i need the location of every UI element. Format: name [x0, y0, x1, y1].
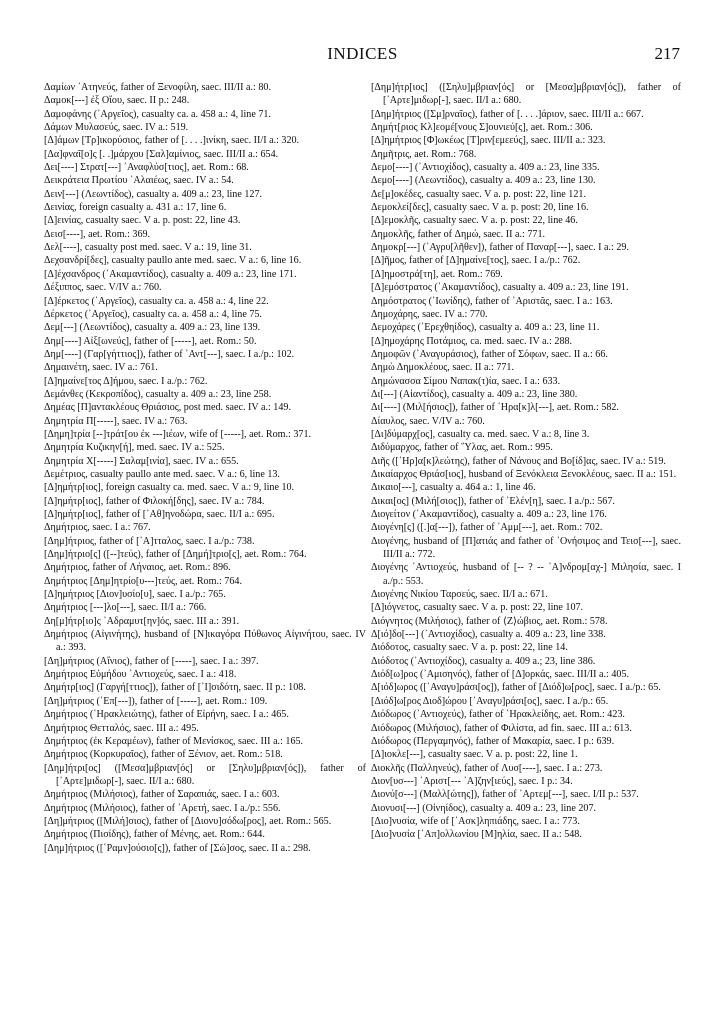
index-entry: Δημήτριος (῾Ηρακλειώτης), father of Εἰρήνη, saec. I a.: 465.	[44, 709, 289, 721]
index-entry: [Δ]άμων [Τρ]ικορύσιος, father of [. . . .]ινίκη, saec. II/I a.: 320.	[44, 135, 300, 147]
index-entry: Διογένης ᾽Αντιοχεύς, husband of [-- ? -- ᾽Α]νδρομ[αχ-] Μιλησία, saec. I a./p.: 553.	[371, 562, 681, 587]
index-entry: [Δημ]ήτριος ([Σμ]ρναῖος), father of [. . . .]άριον, saec. III/II a.: 667.	[371, 108, 644, 120]
index-entry: Δημήτρ[ιος] (Γαργή[ττιος]), father of [᾽Ι]σιδότη, saec. II p.: 108.	[44, 682, 306, 694]
index-entry: [Δ]εμόστρατος (᾽Ακαμαντίδος), casualty a. 409 a.: 23, line 191.	[371, 282, 629, 294]
index-entry: Δεμο[----] (Λεωντίδος), casualty a. 409 a.: 23, line 130.	[371, 175, 596, 187]
index-entry: [Δη]μήτριος ([Μιλή]σιος), father of [Διονυ]σόδω[ρος], aet. Rom.: 565.	[44, 815, 332, 827]
index-entry: Δεμοκλεί[δες], casualty saec. V a. p. post: 20, line 16.	[371, 202, 589, 214]
index-entry: [Δημη]τρία [--]τράτ[ου ἐκ ---]ιέων, wife of [-----], aet. Rom.: 371.	[44, 428, 312, 440]
index-entry: Διοκλῆς (Παλληνεύς), father of Λυσ[----], saec. I a.: 273.	[371, 762, 603, 774]
index-entry: [Δ]εμοκλῆς, casualty saec. V a. p. post: 22, line 46.	[371, 215, 578, 227]
index-entry: [Δ]έρκετος (᾽Αργεῖος), casualty ca. a. 458 a.: 4, line 22.	[44, 295, 269, 307]
index-entry: Δημώνασσα Σίμου Ναπακ(τ)ία, saec. I a.: 633.	[371, 375, 561, 387]
index-entry: [Δ]ημήτριος [Φ]ωκέως [Τ]ριν[εμεεύς], saec. III/II a.: 323.	[371, 135, 606, 147]
index-entry: Διόγνητος (Μιλήσιος), father of ⟨Ζ⟩ώβιος, aet. Rom.: 578.	[371, 615, 608, 627]
index-entry: Διῆς ([῾Ηρ]α[κ]λεώτης), father of Νάνους and Βο[ίδ]ας, saec. IV a.: 519.	[371, 455, 666, 467]
index-entry: Δη[μ]ήτρ[ιο]ς ᾽Αδραμυτ[ην]ός, saec. III a.: 391.	[44, 615, 240, 627]
index-entry: Δημήτριος [---]λο[---], saec. II/I a.: 766.	[44, 602, 207, 614]
index-entry: [Δα]φναῖ[ο]ς [. .]μάρχου [Σαλ]αμίνιος, saec. III/II a.: 654.	[44, 148, 279, 160]
index-entry: [Δ]ιόγνετος, casualty saec. V a. p. post: 22, line 107.	[371, 602, 584, 614]
index-entry: Δεμέτριος, casualty paullo ante med. saec. V a.: 6, line 13.	[44, 468, 280, 480]
index-entry: Δεικράτεια Πρωτίου ᾽Αλαιέως, saec. IV a.: 54.	[44, 175, 234, 187]
index-entry: Δεμο[----] (᾽Αντιοχίδος), casualty a. 409 a.: 23, line 335.	[371, 162, 600, 174]
index-entry: Δημητρία Κυζικην[ή], med. saec. IV a.: 525.	[44, 442, 225, 454]
index-entry: Δίαυλος, saec. V/IV a.: 760.	[371, 415, 485, 427]
index-entry: [Δ]ημοστρά[τη], aet. Rom.: 769.	[371, 268, 503, 280]
index-entry: Δικαίαρχος Θριάσ[ιος], husband of Ξενόκλεια Ξενοκλέους, saec. II a.: 151.	[371, 468, 677, 480]
index-entry: Δεχσανδρί[δες], casualty paullo ante med. saec. V a.: 6, line 16.	[44, 255, 302, 267]
index-entry: Διδύμαρχος, father of ῞Υλας, aet. Rom.: 995.	[371, 442, 553, 454]
index-entry: Δεμ[---] (Λεωντίδος), casualty a. 409 a.: 23, line 139.	[44, 322, 261, 334]
index-entry: Δ[ιόδ]ωρος ([᾽Αναγυ]ράσι[ος]), father of [Διόδ]ω[ρος], saec. I a./p.: 65.	[371, 682, 661, 694]
index-entry: Δημαινέτη, saec. IV a.: 761.	[44, 362, 158, 374]
index-entry: Δημήτριος Εὐμήδου ᾽Αντιοχεύς, saec. I a.: 418.	[44, 669, 237, 681]
index-entry: Δι[---] (Αἰαντίδος), casualty a. 409 a.: 23, line 380.	[371, 388, 578, 400]
page-number: 217	[654, 44, 680, 63]
index-entry: Δέρκετος (᾽Αργεῖος), casualty ca. a. 458 a.: 4, line 75.	[44, 308, 262, 320]
index-entry: [Δημ]ήτριο[ς] ([--]τεύς), father of [Δημή]τριο[ς], aet. Rom.: 764.	[44, 549, 307, 561]
index-entry: [Διόδ]ω[ρος Διοδ]ώρου [᾽Αναγυ]ράσι[ος], saec. I a./p.: 65.	[371, 695, 609, 707]
index-entry: Διογένης, husband of [Π]ατιάς and father of ᾽Ονήσιμος and Τεισ[---], saec. III/II a.: 772.	[371, 535, 681, 561]
index-entry: [Δ]έχσανδρος (᾽Ακαμαντίδος), casualty a. 409 a.: 23, line 171.	[44, 268, 297, 280]
index-entry: Δεινίας, foreign casualty a. 431 a.: 17, line 6.	[44, 202, 227, 214]
index-entry: [Δ]ημήτρ[ιος], father of Φιλοκή[δης], saec. IV a.: 784.	[44, 495, 265, 507]
index-entry: Δημ[----] (Γαρ[γήττιος]), father of ᾽Αντ[---], saec. I a./p.: 102.	[44, 348, 295, 360]
index-column-left	[44, 81, 366, 855]
index-entry: Δημήτριος (Μιλήσιος), father of ᾽Αρετή, saec. I a./p.: 556.	[44, 802, 281, 814]
index-entry: Δ[ιό]δο[---] (᾽Αντιοχίδος), casualty a. 409 a.: 23, line 338.	[371, 629, 606, 641]
index-entry: Διογένη[ς] ([.]α[---]), father of ᾽Αμμ[---], aet. Rom.: 702.	[371, 522, 603, 534]
index-entry: Δημόστρατος (᾽Ιωνίδης), father of ᾽Αριστᾶς, saec. I a.: 163.	[371, 295, 613, 307]
index-entry: [Δ]ῆμος, father of [Δ]ημαίνε[τος], saec. I a./p.: 762.	[371, 255, 581, 267]
index-entry: Δει[----] Στρατ[---] ᾽Αναφλύσ[τιος], aet. Rom.: 68.	[44, 162, 249, 174]
index-entry: Δημήτριος (ἐκ Κεραμέων), father of Μενίσκος, saec. III a.: 165.	[44, 735, 304, 747]
running-header	[0, 44, 725, 68]
index-entry: [Δη]μήτριος (᾽Επ[---]), father of [-----], aet. Rom.: 109.	[44, 695, 268, 707]
index-entry: Δελ[----], casualty post med. saec. V a.: 19, line 31.	[44, 242, 252, 254]
index-entry: Δικαι[ος] (Μιλή[σιος]), father of ᾽Ελέν[η], saec. I a./p.: 567.	[371, 495, 615, 507]
index-entry: [Διο]νυσία [᾽Απ]ολλωνίου [Μ]ηλία, saec. II a.: 548.	[371, 829, 582, 841]
index-entry: Δι[----] (Μιλ[ήσιος]), father of ῾Ηρα[κ]λ[---], aet. Rom.: 582.	[371, 402, 619, 414]
index-entry: Δε[μ]οκέδες, casualty saec. V a. p. post: 22, line 121.	[371, 188, 586, 200]
index-entry: Δημήτριος Θετταλός, saec. III a.: 495.	[44, 722, 199, 734]
index-entry: Δημήτριος (Αἰγινήτης), husband of [Ν]ικαγόρα Πύθωνος Αἰγινήτου, saec. IV a.: 393.	[44, 629, 366, 654]
index-column-right	[371, 81, 681, 842]
index-entry: Δημητρία Χ[-----] Σαλαμ[ινία], saec. IV a.: 655.	[44, 455, 239, 467]
index-entry: Διον[υσ---] ᾽Αριστ[--- ᾽Α]ζην[ιεύς], saec. I p.: 34.	[371, 775, 573, 787]
index-entry: Διογείτον (᾽Ακαμαντίδος), casualty a. 409 a.: 23, line 176.	[371, 509, 607, 520]
index-entry: Δημήτριος (Πισίδης), father of Μένης, aet. Rom.: 644.	[44, 829, 265, 841]
index-entry: Δημήτριος (Κορκυραῖος), father of Ξένιον, aet. Rom.: 518.	[44, 749, 283, 761]
index-entry: Δαμίων ᾽Ατηνεύς, father of Ξενοφίλη, saec. III/II a.: 80.	[44, 82, 271, 93]
index-entry: Δημήτ[ριος Κλ]εομέ[νους Σ]ουνιεύ[ς], aet. Rom.: 306.	[371, 122, 593, 134]
index-entry: Δικαιο[---], casualty a. 464 a.: 1, line 46.	[371, 482, 536, 494]
index-entry: [Δημ]ήτριος ([῾Ραμν]ούσιο[ς]), father of [Σώ]σος, saec. II a.: 298.	[44, 842, 311, 854]
index-entry: [Δ]ιοκλε[---], casualty saec. V a. p. post: 22, line 1.	[371, 749, 578, 761]
index-entry: Δέξιππος, saec. V/IV a.: 760.	[44, 282, 162, 294]
index-entry: Δημοκλῆς, father of Δημώ, saec. II a.: 771.	[371, 228, 546, 240]
index-entry: [Δ]ημήτρ[ιος], foreign casualty ca. med. saec. V a.: 9, line 10.	[44, 482, 295, 494]
index-entry: Δεμοχάρες (᾽Ερεχθηίδος), casualty a. 409 a.: 23, line 11.	[371, 322, 600, 334]
index-entry: [Δ]ημαίνε[τος Δ]ήμου, saec. I a./p.: 762.	[44, 375, 208, 387]
index-entry: Δαμοφάνης (᾽Αργεῖος), casualty ca. a. 458 a.: 4, line 71.	[44, 108, 271, 120]
page-title: INDICES	[327, 44, 398, 63]
index-entry: [Διο]νυσία, wife of [᾽Ασκ]ληπιάδης, saec. I a.: 773.	[371, 815, 580, 827]
index-entry: Διονυσι[---] (Οἰνηίδος), casualty a. 409 a.: 23, line 207.	[371, 802, 597, 814]
index-entry: Δημήτριος, father of Λήναιος, aet. Rom.: 896.	[44, 562, 231, 574]
index-entry: Δημῆτρις, aet. Rom.: 768.	[371, 148, 477, 160]
index-entry: Δειν[---] (Λεωντίδος), casualty a. 409 a.: 23, line 127.	[44, 188, 263, 200]
index-entry: Διόδωρος (Μιλήσιος), father of Φιλίστα, ad fin. saec. III a.: 613.	[371, 722, 632, 734]
index-entry: Δημητρία Π[-----], saec. IV a.: 763.	[44, 415, 188, 427]
index-entry: Δάμων Μυλασεύς, saec. IV a.: 519.	[44, 122, 189, 134]
index-entry: Διόδωρος (᾽Αντιοχεύς), father of ῾Ηρακλείδης, aet. Rom.: 423.	[371, 709, 625, 721]
index-entry: [Δημ]ήτρι[ος] ([Μεσα]μβριαν[ός] or [Σηλυ]μβριαν[ός]), father of [᾽Αρτε]μιδωρ[-], saec. II/I a.: 680.	[44, 762, 366, 787]
index-entry: [Δ]ημήτρ[ιος], father of [᾽Αθ]ηνοδώρα, saec. II/I a.: 695.	[44, 509, 275, 520]
index-entry: Δημοκρ[---] (᾽Αγρυ[λῆθεν]), father of Παναρ[---], saec. I a.: 29.	[371, 242, 629, 254]
index-entry: Δεισ[----], aet. Rom.: 369.	[44, 228, 151, 240]
index-entry: Διογένης Νικίου Ταρσεύς, saec. II/I a.: 671.	[371, 589, 548, 601]
index-entry: [Δη]μήτριος (Αἴνιος), father of [-----], saec. I a.: 397.	[44, 655, 259, 667]
index-entry: [Δημ]ήτρ[ιος] ([Σηλυ]μβριαν[ός] or [Μεσα]μβριαν[ός]), father of [᾽Αρτε]μιδωρ[-], saec. II/I a.: 680.	[371, 82, 681, 107]
index-entry: Διόδ[ω]ρος (᾽Αμισηνός), father of [Δ]ορκάς, saec. III/II a.: 405.	[371, 669, 630, 681]
index-entry: Δημήτριος (Μιλήσιος), father of Σαραπιάς, saec. I a.: 603.	[44, 789, 280, 801]
index-entry: Δημοχάρης, saec. IV a.: 770.	[371, 308, 488, 320]
index-entry: Δημήτριος [Δημ]ητρίο[υ---]τεύς, aet. Rom.: 764.	[44, 575, 242, 587]
index-entry: [Δ]εινίας, casualty saec. V a. p. post: 22, line 43.	[44, 215, 241, 227]
index-entry: Διονύ[σ---] (Μαλλ[ώτης]), father of ᾽Αρτεμ[---], saec. I/II p.: 537.	[371, 789, 639, 801]
index-entry: Δεμάνθες (Κεκροπίδος), casualty a. 409 a.: 23, line 258.	[44, 388, 272, 400]
index-entry: Διόδοτος (᾽Αντιοχίδος), casualty a. 409 a.; 23, line 386.	[371, 655, 596, 667]
index-entry: Δημέας [Π]αντακλέους Θριάσιος, post med. saec. IV a.: 149.	[44, 402, 291, 414]
index-entry: [Δ]ημήτριος [Διον]υσίο[υ], saec. I a./p.: 765.	[44, 589, 226, 601]
index-entry: Διόδωρος (Περγαμηνός), father of Μακαρία, saec. I p.: 639.	[371, 735, 615, 747]
index-entry: [Δι]δύμαρχ[ος], casualty ca. med. saec. V a.: 8, line 3.	[371, 428, 590, 440]
index-entry: Δημ[----] Αἰξ[ωνεύς], father of [-----], aet. Rom.: 50.	[44, 335, 257, 347]
index-entry: Δημήτριος, saec. I a.: 767.	[44, 522, 151, 534]
index-entry: Διόδοτος, casualty saec. V a. p. post: 22, line 14.	[371, 642, 568, 654]
index-entry: Δαμοκ[---] ἐξ Οἴου, saec. II p.: 248.	[44, 95, 190, 107]
index-entry: Δημὼ Δημοκλέους, saec. II a.: 771.	[371, 362, 514, 374]
index-entry: Δημοφῶν (᾽Αναγυράσιος), father of Σόφων, saec. II a.: 66.	[371, 348, 608, 360]
index-entry: [Δημ]ήτριος, father of [᾽Α]τταλος, saec. I a./p.: 738.	[44, 535, 255, 547]
index-entry: [Δ]ημοχάρης Ποτάμιος, ca. med. saec. IV a.: 288.	[371, 335, 573, 347]
